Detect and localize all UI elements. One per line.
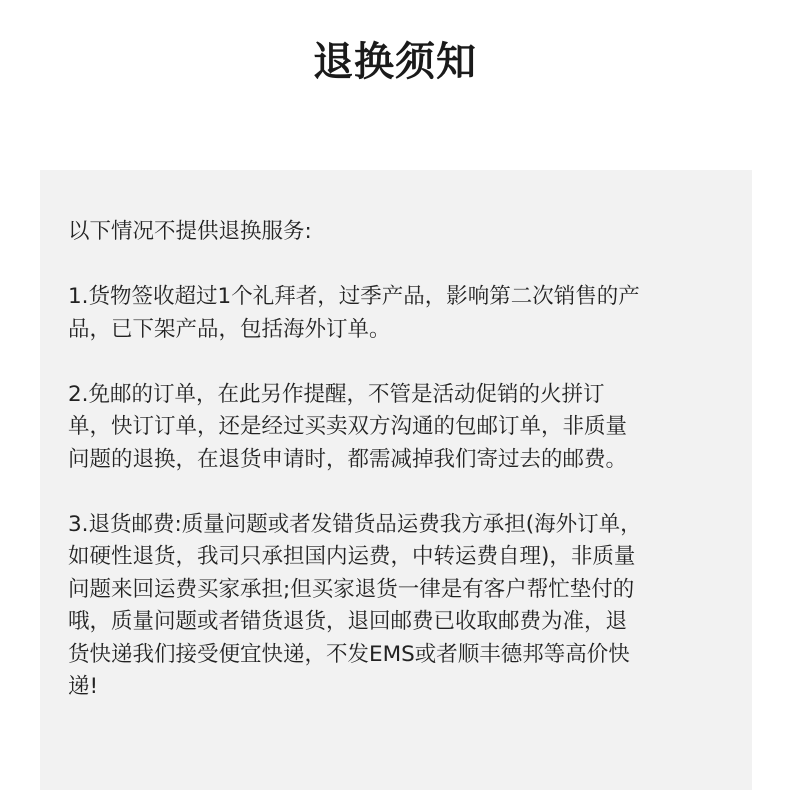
notice-item-3-line: 货快递我们接受便宜快递，不发EMS或者顺丰德邦等高价快 <box>68 641 630 667</box>
notice-item-2 <box>68 379 708 477</box>
notice-item-3-line: 如硬性退货，我司只承担国内运费，中转运费自理)，非质量 <box>68 544 636 569</box>
notice-item-3-line: 问题来回运费买家承担;但买家退货一律是有客户帮忙垫付的 <box>68 576 635 602</box>
notice-intro-paragraph <box>68 216 708 249</box>
notice-item-2-line: 问题的退换，在退货申请时，都需减掉我们寄过去的邮费。 <box>68 446 628 472</box>
notice-item-3 <box>68 509 708 704</box>
notice-panel <box>40 170 752 790</box>
notice-intro: 以下情况不提供退换服务: <box>68 219 312 244</box>
notice-item-3-line: 哦，质量问题或者错货退货，退回邮费已收取邮费为准，退 <box>68 609 628 634</box>
notice-item-3-line: 3.退货邮费:质量问题或者发错货品运费我方承担(海外订单， <box>68 511 642 537</box>
page-title: 退换须知 <box>313 39 477 85</box>
notice-item-1-line: 1.货物签收超过1个礼拜者，过季产品，影响第二次销售的产 <box>68 284 640 309</box>
notice-item-2-line: 单，快订订单，还是经过买卖双方沟通的包邮订单，非质量 <box>68 414 628 439</box>
notice-item-1 <box>68 281 708 346</box>
notice-item-3-line: 递! <box>68 674 99 699</box>
notice-item-1-line: 品，已下架产品，包括海外订单。 <box>68 316 391 342</box>
notice-item-2-line: 2.免邮的订单，在此另作提醒，不管是活动促销的火拼订 <box>68 381 605 407</box>
